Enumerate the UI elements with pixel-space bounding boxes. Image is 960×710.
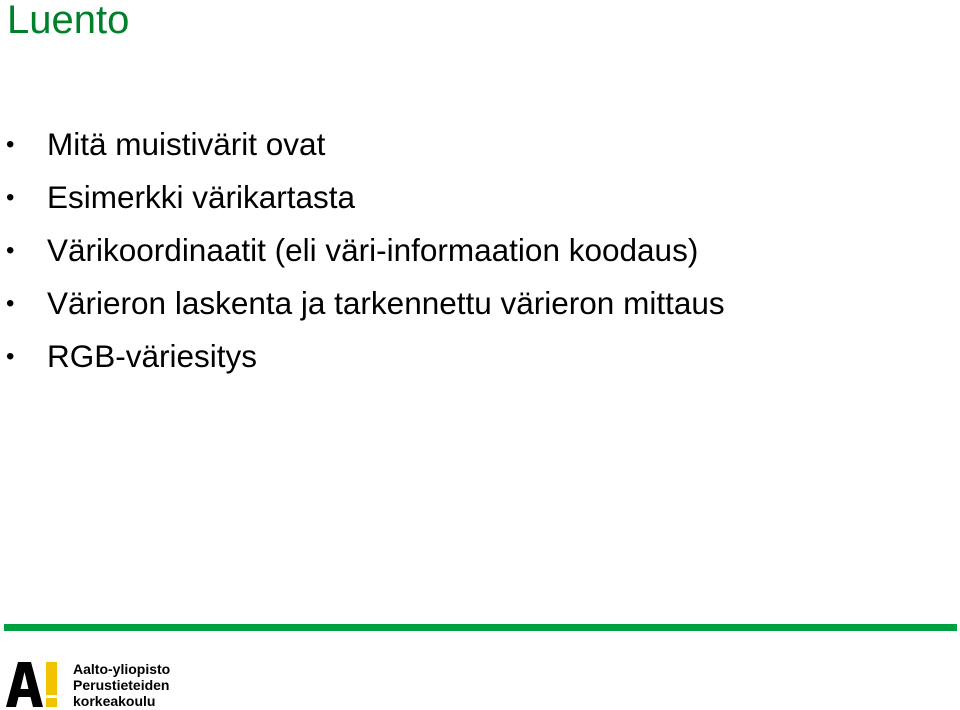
- bullet-icon: •: [6, 184, 15, 211]
- logo-line-school-2: korkeakoulu: [73, 693, 156, 709]
- bullet-icon: •: [6, 343, 15, 370]
- bullet-text: Värikoordinaatit (eli väri-informaation koodaus): [47, 232, 699, 268]
- bullet-icon: •: [6, 131, 15, 158]
- bullet-text: Mitä muistivärit ovat: [47, 126, 326, 162]
- logo-wordmark: [73, 661, 170, 709]
- aalto-logo-mark-icon: [6, 660, 68, 708]
- logo-exclaim-bar: [46, 662, 57, 695]
- logo-line-university: Aalto-yliopisto: [73, 661, 171, 677]
- bullet-text: Värieron laskenta ja tarkennettu värieron mittaus: [47, 285, 725, 321]
- bullet-text: Esimerkki värikartasta: [47, 179, 356, 215]
- logo-line-school: Perustieteiden: [73, 677, 170, 693]
- slide-title: Luento: [7, 0, 130, 42]
- footer-divider: [4, 624, 957, 631]
- bullet-icon: •: [6, 290, 15, 317]
- aalto-logo: [6, 660, 206, 708]
- bullet-text: RGB-väriesitys: [47, 338, 258, 374]
- bullet-icon: •: [6, 237, 15, 264]
- logo-exclaim-dot: [46, 698, 57, 707]
